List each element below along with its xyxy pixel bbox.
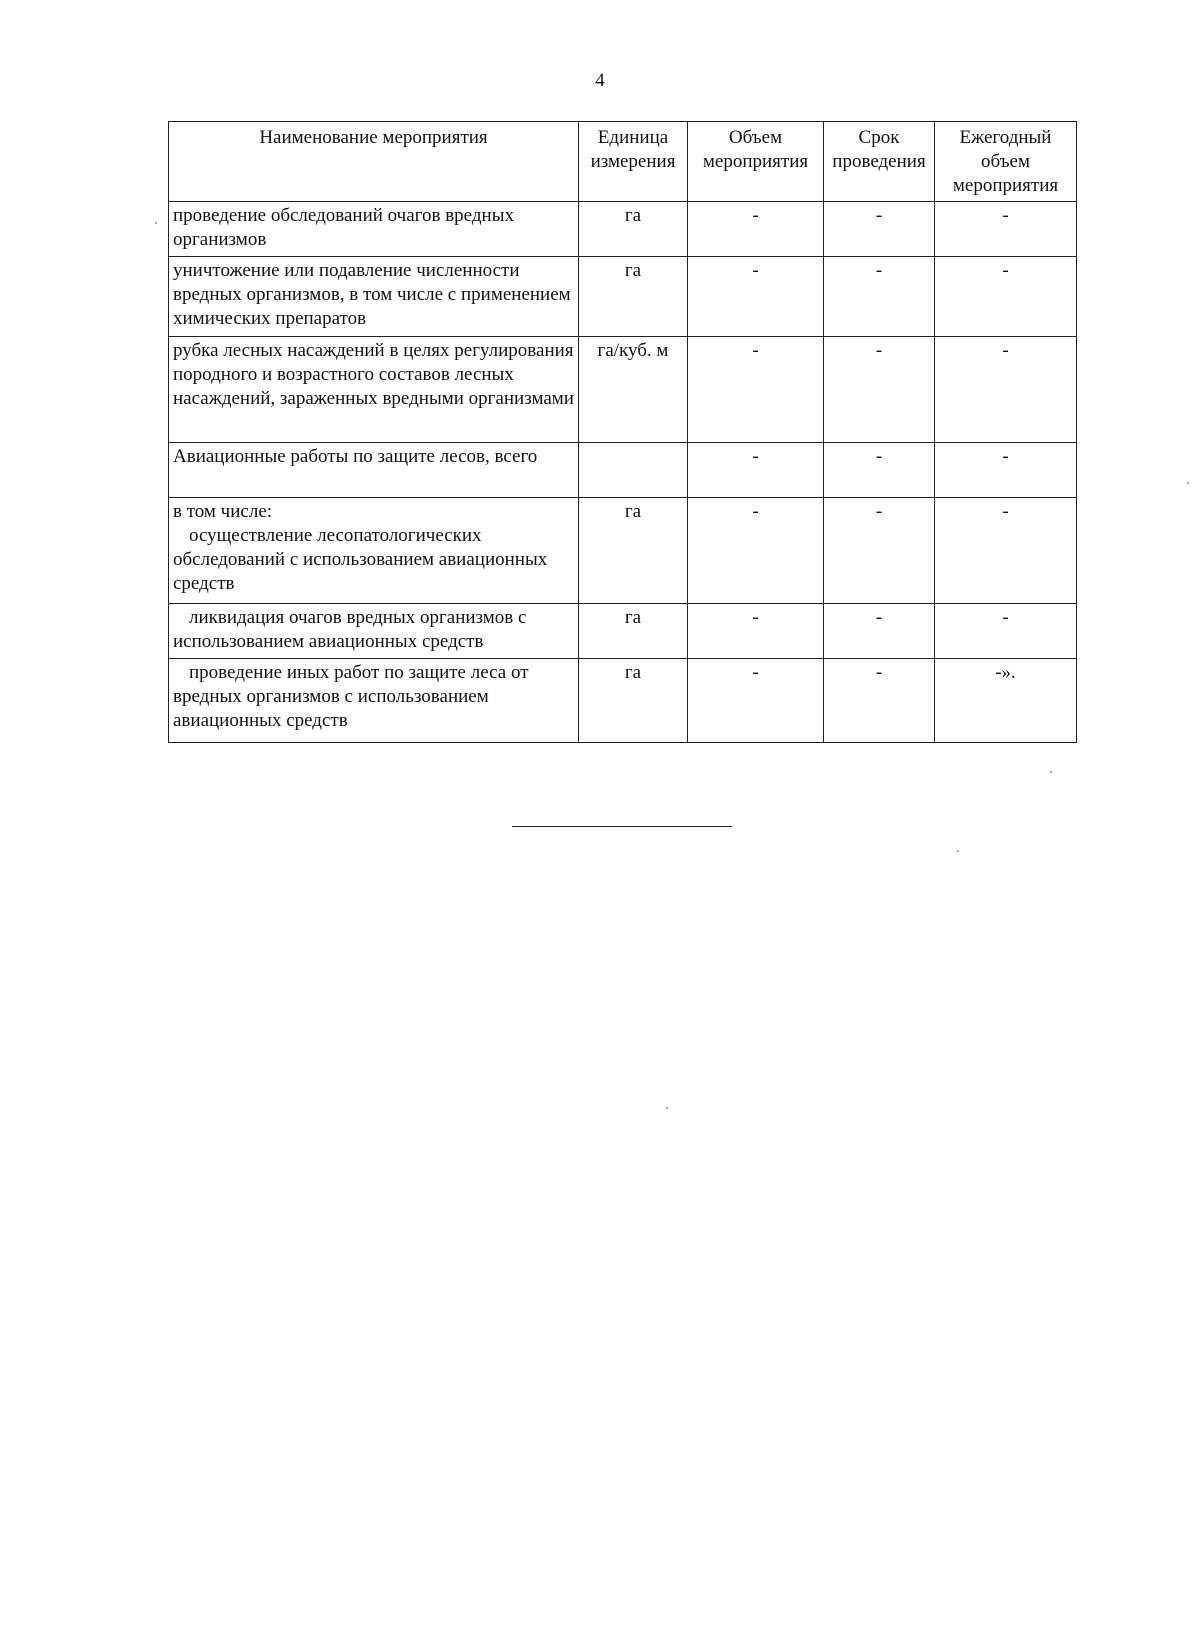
table-row (169, 337, 1077, 443)
table-row (169, 604, 1077, 659)
table-row (169, 202, 1077, 257)
row-unit (579, 443, 688, 498)
header-term: Срок проведения (824, 122, 935, 202)
row-unit: га (579, 257, 688, 337)
row-unit: га (579, 659, 688, 743)
table-row (169, 498, 1077, 604)
measures-table (168, 121, 1077, 743)
row-term: - (824, 604, 935, 659)
row-unit: га (579, 498, 688, 604)
table-row (169, 257, 1077, 337)
header-name: Наименование мероприятия (169, 122, 579, 202)
row-volume: - (688, 604, 824, 659)
row-annual: - (935, 257, 1077, 337)
row-name-prefix: в том числе: (173, 501, 273, 522)
row-volume: - (688, 659, 824, 743)
row-name: ликвидация очагов вредных организмов с использованием авиационных средств (169, 604, 579, 659)
row-volume: - (688, 337, 824, 443)
row-name-cell (169, 498, 579, 604)
row-annual: - (935, 498, 1077, 604)
scan-speck (1187, 482, 1189, 484)
closing-rule (512, 826, 732, 827)
row-name: осуществление лесопатологических обследований с использованием авиационных средств (173, 525, 548, 594)
scan-speck (666, 1107, 668, 1109)
row-unit: га (579, 202, 688, 257)
row-term: - (824, 498, 935, 604)
row-annual: - (935, 604, 1077, 659)
row-term: - (824, 202, 935, 257)
page-number: 4 (595, 70, 605, 91)
table-row (169, 443, 1077, 498)
row-unit: га/куб. м (579, 337, 688, 443)
header-volume: Объем мероприятия (688, 122, 824, 202)
row-term: - (824, 443, 935, 498)
scan-speck (957, 850, 959, 852)
header-unit: Единица измерения (579, 122, 688, 202)
row-annual: -». (935, 659, 1077, 743)
scan-speck (155, 222, 157, 224)
row-term: - (824, 257, 935, 337)
table-row (169, 659, 1077, 743)
row-term: - (824, 337, 935, 443)
row-name: проведение обследований очагов вредных организмов (169, 202, 579, 257)
row-volume: - (688, 443, 824, 498)
row-term: - (824, 659, 935, 743)
row-volume: - (688, 498, 824, 604)
row-unit: га (579, 604, 688, 659)
row-name: проведение иных работ по защите леса от вредных организмов с использованием авиационных средств (169, 659, 579, 743)
row-name: Авиационные работы по защите лесов, всего (169, 443, 579, 498)
row-annual: - (935, 202, 1077, 257)
row-name: уничтожение или подавление численности вредных организмов, в том числе с применением химических препаратов (169, 257, 579, 337)
header-annual: Ежегодный объем мероприятия (935, 122, 1077, 202)
scan-speck (1050, 771, 1052, 773)
row-volume: - (688, 202, 824, 257)
row-annual: - (935, 443, 1077, 498)
row-name: рубка лесных насаждений в целях регулирования породного и возрастного составов лесных насаждений, зараженных вредными организмами (169, 337, 579, 443)
row-volume: - (688, 257, 824, 337)
table-header-row (169, 122, 1077, 202)
row-annual: - (935, 337, 1077, 443)
